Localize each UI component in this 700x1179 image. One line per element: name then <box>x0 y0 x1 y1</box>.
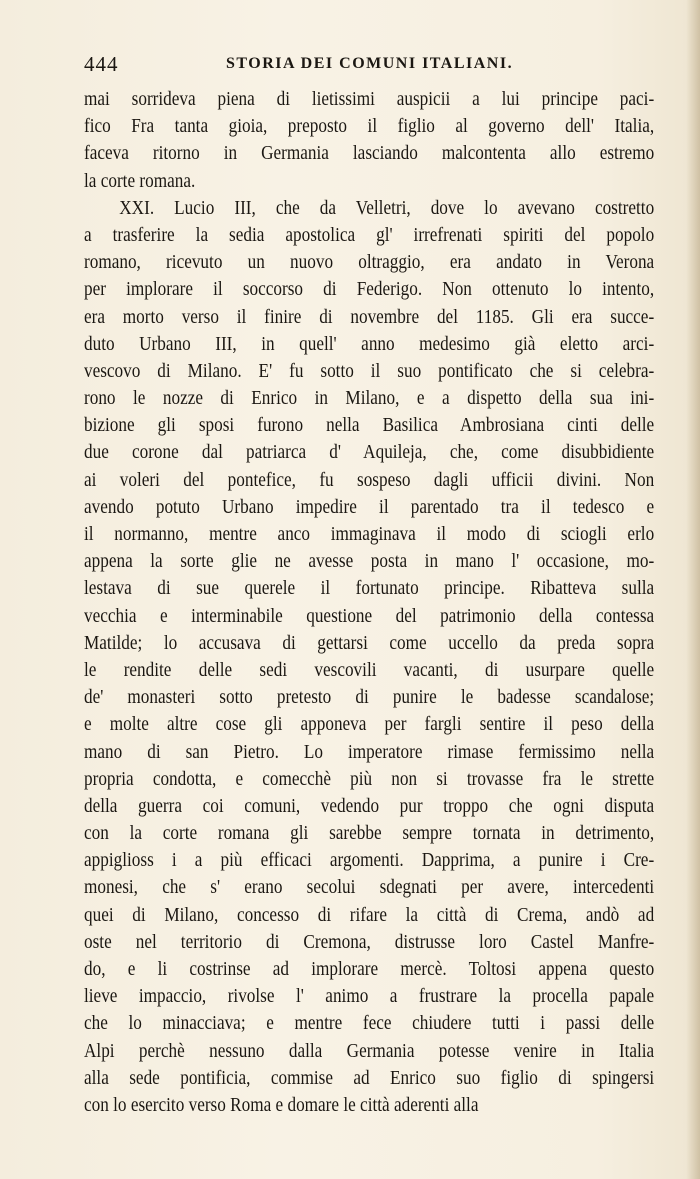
text-line: con la corte romana gli sarebbe sempre tornata in detrimento, <box>84 822 655 845</box>
text-line: mano di san Pietro. Lo imperatore rimase fermissimo nella <box>84 740 655 763</box>
text-line: fico Fra tanta gioia, preposto il figlio al governo dell' Italia, <box>84 115 655 138</box>
text-line: propria condotta, e comecchè più non si trovasse fra le strette <box>84 767 655 790</box>
text-line: XXI. Lucio III, che da Velletri, dove lo avevano costretto <box>119 196 655 219</box>
text-line: con lo esercito verso Roma e domare le città aderenti alla <box>84 1093 479 1116</box>
text-line: Matilde; lo accusava di gettarsi come uccello da preda sopra <box>84 631 655 654</box>
page-number: 444 <box>84 52 119 76</box>
text-line: vescovo di Milano. E' fu sotto il suo pontificato che si celebra- <box>84 359 655 382</box>
text-line: mai sorrideva piena di lietissimi auspicii a lui principe paci- <box>84 88 655 110</box>
text-line: due corone dal patriarca d' Aquileja, che, come disubbidiente <box>84 441 655 464</box>
text-line: vecchia e interminabile questione del patrimonio della contessa <box>84 604 655 627</box>
text-line: era morto verso il finire di novembre del 1185. Gli era succe- <box>84 305 655 328</box>
text-line: appiglioss i a più efficaci argomenti. Dapprima, a punire i Cre- <box>84 849 655 872</box>
text-line: la corte romana. <box>84 169 196 192</box>
text-line: oste nel territorio di Cremona, distrusse loro Castel Manfre- <box>84 930 655 953</box>
text-line: alla sede pontificia, commise ad Enrico suo figlio di spingersi <box>84 1066 655 1089</box>
text-line: della guerra coi comuni, vedendo pur troppo che ogni disputa <box>84 794 655 817</box>
text-line: che lo minacciava; e mentre fece chiudere tutti i passi delle <box>84 1012 655 1035</box>
text-line: romano, ricevuto un nuovo oltraggio, era andato in Verona <box>84 251 655 274</box>
running-title: STORIA DEI COMUNI ITALIANI. <box>226 55 514 72</box>
page-header <box>84 52 654 80</box>
text-line: bizione gli sposi furono nella Basilica Ambrosiana cinti delle <box>84 414 655 437</box>
text-line: duto Urbano III, in quell' anno medesimo già eletto arci- <box>84 332 655 355</box>
text-line: il normanno, mentre anco immaginava il modo di sciogli erlo <box>84 523 655 545</box>
text-line: le rendite delle sedi vescovili vacanti, di usurpare quelle <box>84 658 655 681</box>
text-line: ai voleri del pontefice, fu sospeso dagli ufficii divini. Non <box>84 468 655 491</box>
text-line: lieve impaccio, rivolse l' animo a frustrare la procella papale <box>84 985 655 1008</box>
text-line: faceva ritorno in Germania lasciando malcontenta allo estremo <box>84 142 655 165</box>
text-line: rono le nozze di Enrico in Milano, e a dispetto della sua ini- <box>84 387 655 410</box>
text-line: avendo potuto Urbano impedire il parentado tra il tedesco e <box>84 495 655 518</box>
text-line: quei di Milano, concesso di rifare la città di Crema, andò ad <box>84 903 655 926</box>
text-line: e molte altre cose gli apponeva per fargli sentire il peso della <box>84 713 655 736</box>
page-edge-shadow <box>686 0 700 1179</box>
text-line: lestava di sue querele il fortunato principe. Ribatteva sulla <box>84 577 655 600</box>
body-text <box>84 86 654 1119</box>
text-line: do, e li costrinse ad implorare mercè. Toltosi appena questo <box>84 958 655 980</box>
text-line: per implorare il soccorso di Federigo. Non ottenuto lo intento, <box>84 278 655 301</box>
text-line: monesi, che s' erano secolui sdegnati per avere, intercedenti <box>84 876 655 899</box>
text-line: Alpi perchè nessuno dalla Germania potesse venire in Italia <box>84 1039 655 1062</box>
text-line: de' monasteri sotto pretesto di punire le badesse scandalose; <box>84 686 655 709</box>
text-line: a trasferire la sedia apostolica gl' irrefrenati spiriti del popolo <box>84 223 655 246</box>
text-line: appena la sorte glie ne avesse posta in mano l' occasione, mo- <box>84 550 655 573</box>
